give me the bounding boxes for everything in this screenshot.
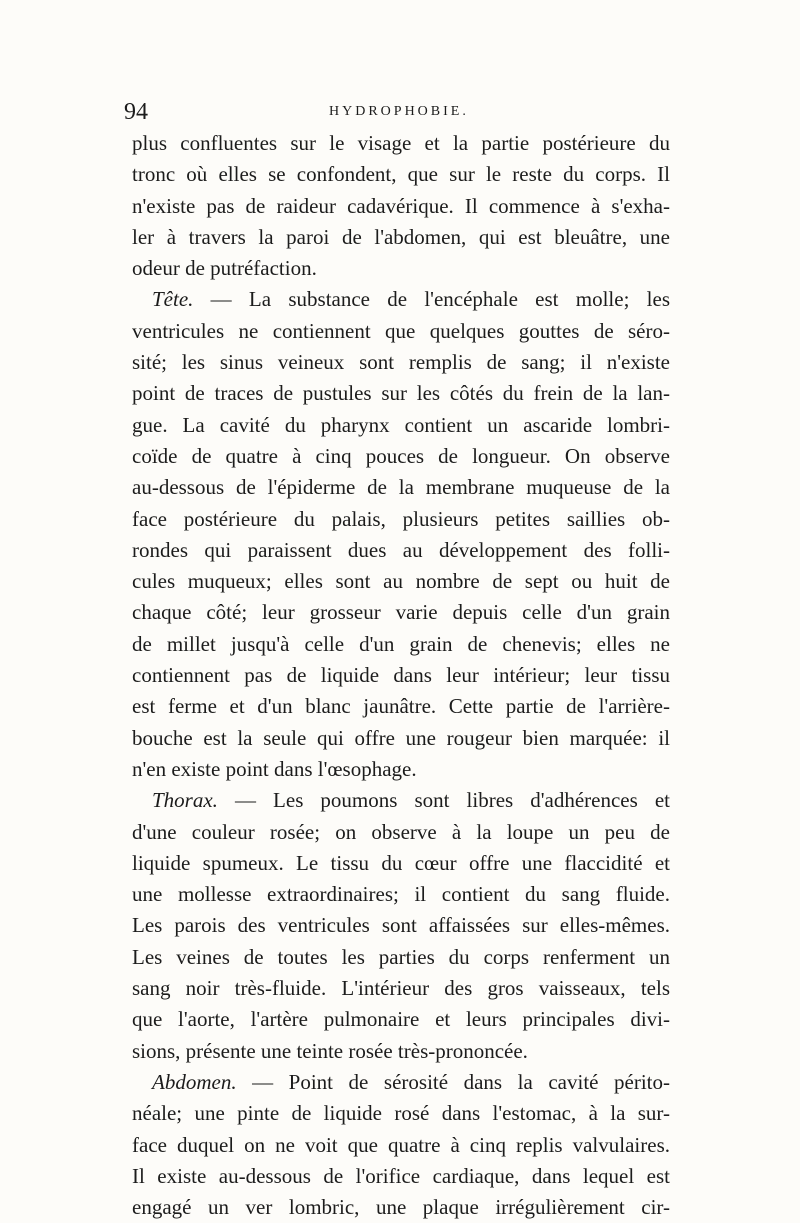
line-text: rondes qui paraissent dues au développement des folli- [132,537,670,562]
line-text: n'existe pas de raideur cadavérique. Il commence à s'exha- [132,193,670,218]
section-heading: Abdomen. [152,1069,237,1094]
text-line [132,942,670,973]
line-text: point de traces de pustules sur les côtés du frein de la lan- [132,381,670,406]
line-text: cules muqueux; elles sont au nombre de sept ou huit de [132,569,670,594]
line-text: liquide spumeux. Le tissu du cœur offre une flaccidité et [132,850,670,875]
text-line [132,629,670,660]
text-line [132,284,670,315]
text-line [132,1004,670,1035]
text-line [132,691,670,722]
line-text: odeur de putréfaction. [132,256,317,281]
line-text: Il existe au-dessous de l'orifice cardiaque, dans lequel est [132,1163,670,1188]
section-heading: Tête. [152,287,194,312]
line-text: face duquel on ne voit que quatre à cinq replis valvulaires. [132,1132,670,1157]
line-text: engagé un ver lombric, une plaque irrégulièrement cir- [132,1195,670,1220]
line-text: gue. La cavité du pharynx contient un ascaride lombri- [132,412,670,437]
text-line [132,316,670,347]
text-line [132,1098,670,1129]
text-line [132,128,670,159]
text-line [132,910,670,941]
line-text: ventricules ne contiennent que quelques gouttes de séro- [132,318,670,343]
text-line [132,1036,670,1067]
line-text: de millet jusqu'à celle d'un grain de chenevis; elles ne [132,631,670,656]
text-line [132,378,670,409]
running-title: HYDROPHOBIE. [329,104,469,119]
section-heading: Thorax. [152,788,218,813]
line-text: — Point de sérosité dans la cavité périto- [236,1069,670,1094]
text-line [132,191,670,222]
text-line [132,723,670,754]
line-text: — La substance de l'encéphale est molle; les [193,287,670,312]
page-number: 94 [124,99,148,125]
line-text: ler à travers la paroi de l'abdomen, qui est bleuâtre, une [132,224,670,249]
text-line [132,597,670,628]
text-line [132,817,670,848]
text-line [132,410,670,441]
line-text: n'en existe point dans l'œsophage. [132,756,417,781]
line-text: au-dessous de l'épiderme de la membrane muqueuse de la [132,475,670,500]
text-line [132,1130,670,1161]
text-line [132,347,670,378]
line-text: que l'aorte, l'artère pulmonaire et leurs principales divi- [132,1007,670,1032]
text-line [132,535,670,566]
text-line [132,472,670,503]
line-text: contiennent pas de liquide dans leur intérieur; leur tissu [132,663,670,688]
text-line [132,159,670,190]
line-text: bouche est la seule qui offre une rougeur bien marquée: il [132,725,670,750]
line-text: Les veines de toutes les parties du corps renferment un [132,944,670,969]
line-text: coïde de quatre à cinq pouces de longueur. On observe [132,443,670,468]
text-line [132,848,670,879]
page-header [124,96,669,128]
text-line [132,660,670,691]
text-line [132,1192,670,1223]
line-text: sang noir très-fluide. L'intérieur des gros vaisseaux, tels [132,976,670,1001]
line-text: une mollesse extraordinaires; il contient du sang fluide. [132,882,670,907]
line-text: chaque côté; leur grosseur varie depuis celle d'un grain [132,600,670,625]
text-line [132,222,670,253]
line-text: Les parois des ventricules sont affaissées sur elles-mêmes. [132,913,670,938]
line-text: sité; les sinus veineux sont remplis de sang; il n'existe [132,350,670,375]
text-line [132,754,670,785]
line-text: sions, présente une teinte rosée très-prononcée. [132,1038,528,1063]
line-text: — Les poumons sont libres d'adhérences et [217,788,670,813]
text-line [132,566,670,597]
text-line [132,879,670,910]
line-text: tronc où elles se confondent, que sur le reste du corps. Il [132,162,670,187]
text-line [132,973,670,1004]
text-line [132,504,670,535]
text-line [132,441,670,472]
line-text: néale; une pinte de liquide rosé dans l'estomac, à la sur- [132,1101,670,1126]
line-text: d'une couleur rosée; on observe à la loupe un peu de [132,819,670,844]
text-line [132,785,670,816]
line-text: face postérieure du palais, plusieurs petites saillies ob- [132,506,670,531]
line-text: est ferme et d'un blanc jaunâtre. Cette partie de l'arrière- [132,694,670,719]
body-text [132,128,670,1223]
text-line [132,253,670,284]
line-text: plus confluentes sur le visage et la partie postérieure du [132,131,670,155]
text-line [132,1161,670,1192]
text-line [132,1067,670,1098]
